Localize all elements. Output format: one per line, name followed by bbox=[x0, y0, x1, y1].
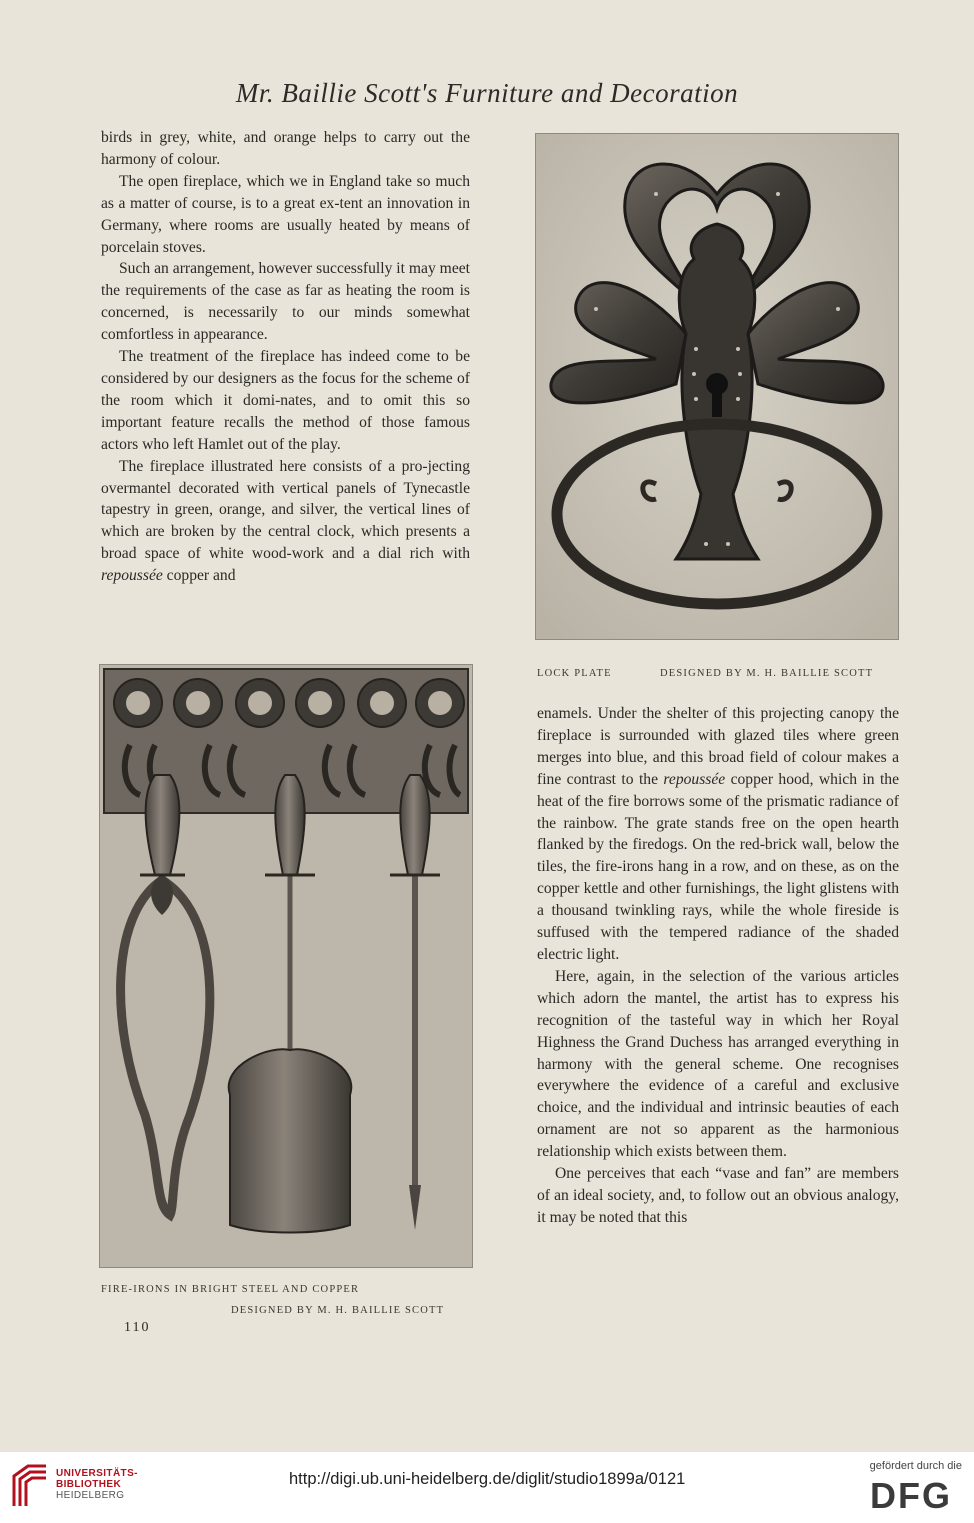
text-run: enamels. Under the shelter of this projecting canopy the fireplace is surrounded with glazed tiles where green merges into blue, and this broad field of colour makes a fine contrast to the bbox=[537, 705, 899, 788]
paragraph bbox=[101, 456, 470, 587]
library-name bbox=[56, 1468, 138, 1501]
library-name-line: BIBLIOTHEK bbox=[56, 1479, 122, 1490]
running-head: Mr. Baillie Scott's Furniture and Decoration bbox=[235, 78, 739, 108]
dfg-logo-text: DFG bbox=[870, 1478, 952, 1512]
fire-irons-caption-title: FIRE-IRONS IN BRIGHT STEEL AND COPPER bbox=[101, 1284, 360, 1295]
lock-plate-caption-credit: DESIGNED BY M. H. BAILLIE SCOTT bbox=[660, 668, 874, 679]
footer-bar bbox=[0, 1452, 974, 1523]
paragraph: One perceives that each “vase and fan” are members of an ideal society, and, to follow out an obvious analogy, it may be noted that this bbox=[537, 1165, 899, 1226]
fire-irons-photo bbox=[99, 664, 473, 1268]
right-text-column bbox=[537, 703, 899, 1229]
page-number: 110 bbox=[124, 1320, 151, 1335]
funded-by-label: gefördert durch die bbox=[869, 1460, 962, 1472]
italic-term: repoussée bbox=[101, 567, 163, 585]
lock-plate-photo bbox=[535, 133, 899, 640]
library-name-line: UNIVERSITÄTS- bbox=[56, 1468, 138, 1479]
text-run: copper hood, which in the heat of the fire borrows some of the prismatic radiance of the rainbow. The grate stands free on the open hearth flanked by the firedogs. On the red-brick wall, below the tiles, the fire-irons hang in a row, and on these, as on the copper kettle and other furnishings, the light glistens with a thousand twinkling rays, while the whole fireside is suffused with the tempered radiance of the shaded electric light. bbox=[537, 770, 899, 963]
italic-term: repoussée bbox=[663, 770, 726, 788]
paragraph bbox=[537, 703, 899, 966]
paragraph: birds in grey, white, and orange helps to carry out the harmony of colour. bbox=[101, 129, 470, 168]
text-run: copper and bbox=[162, 567, 236, 585]
library-name-line: HEIDELBERG bbox=[56, 1490, 125, 1501]
paragraph: Here, again, in the selection of the various articles which adorn the mantel, the artist has to express his recognition of the tasteful way in which her Royal Highness the Grand Duchess has arranged everything in harmony with the general scheme. One recognises everywhere the evidence of a careful and exclusive choice, and the individual and intrinsic beauties of each ornament are not so apparent as the harmonious relationship which exists between them. bbox=[537, 967, 899, 1161]
dfg-logo bbox=[870, 1478, 960, 1512]
text-run: The fireplace illustrated here consists of a pro-jecting overmantel decorated with vertical panels of Tynecastle tapestry in green, orange, and silver, the vertical lines of which are broken by the central clock, which presents a broad space of white wood-work and a dial rich with bbox=[101, 457, 470, 563]
permalink-url[interactable]: http://digi.ub.uni-heidelberg.de/diglit/studio1899a/0121 bbox=[289, 1470, 686, 1488]
library-logo-icon bbox=[10, 1462, 50, 1508]
lock-plate-caption-title: LOCK PLATE bbox=[537, 668, 612, 679]
left-text-column bbox=[101, 127, 470, 587]
fire-irons-caption-credit: DESIGNED BY M. H. BAILLIE SCOTT bbox=[231, 1305, 445, 1316]
paragraph: Such an arrangement, however successfully it may meet the requirements of the case as far as heating the room is concerned, is necessarily to our minds somewhat comfortless in appearance. bbox=[101, 260, 470, 344]
paragraph: The treatment of the fireplace has indeed come to be considered by our designers as the focus for the scheme of the room which it domi-nates, and to omit this so important feature recalls the method of those famous actors who left Hamlet out of the play. bbox=[101, 348, 470, 453]
paragraph: The open fireplace, which we in England take so much as a matter of course, is to a great ex-tent an innovation in Germany, where rooms are usually heated by means of porcelain stoves. bbox=[101, 172, 470, 256]
